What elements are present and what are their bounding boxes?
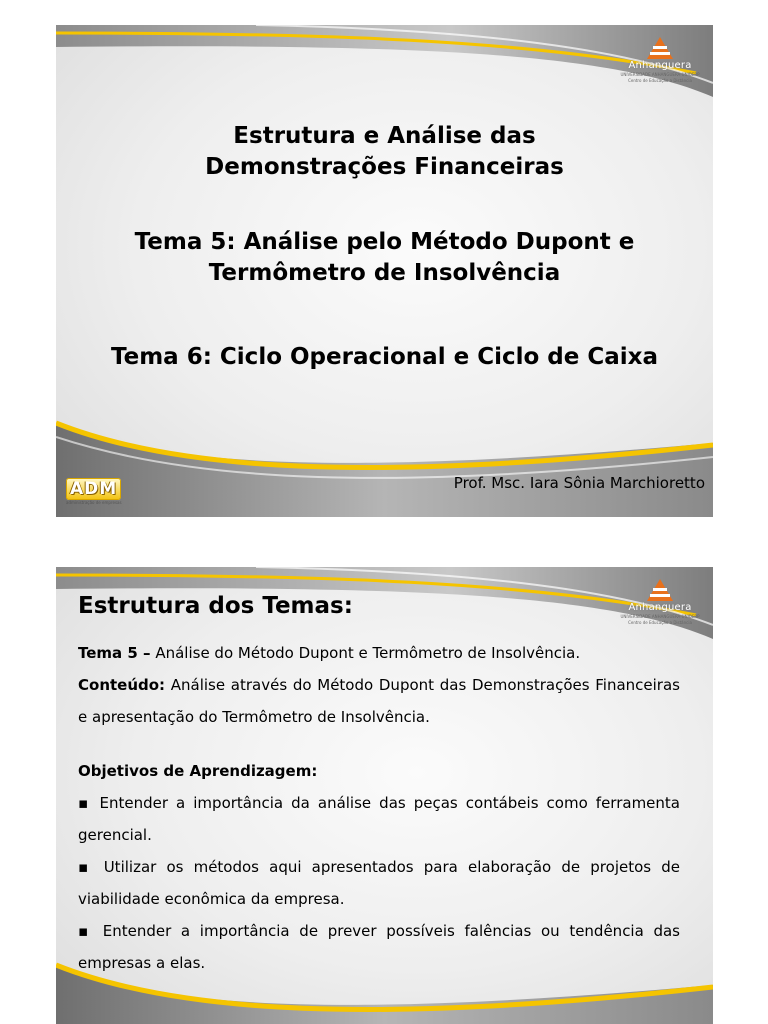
conteudo-label: Conteúdo: xyxy=(78,676,166,694)
slide-title xyxy=(56,25,713,517)
list-item xyxy=(78,915,680,979)
section-heading: Estrutura dos Temas: xyxy=(78,593,353,619)
bullet-icon: ▪ xyxy=(78,922,94,940)
anhanguera-logo xyxy=(615,579,705,625)
logo-subtitle-2: Centro de Educação a Distância xyxy=(628,78,692,83)
slide-structure xyxy=(56,567,713,1024)
list-item xyxy=(78,787,680,851)
tema-label: Tema 5 – xyxy=(78,644,151,662)
logo-subtitle-1: UNIVERSIDADE ANHANGUERA-UNIDERP xyxy=(620,614,700,619)
list-item-text: Utilizar os métodos aqui apresentados para elaboração de projetos de viabilidade econômica da empresa. xyxy=(78,858,680,908)
logo-name: Anhanguera xyxy=(628,602,692,613)
tema-line xyxy=(78,637,680,669)
adm-logo-text: ADM xyxy=(66,478,121,500)
anhanguera-logo-icon xyxy=(647,37,673,59)
tema5-title-line-1: Tema 5: Análise pelo Método Dupont e xyxy=(134,229,635,255)
adm-logo-subtitle: administração de empresas xyxy=(66,500,122,505)
conteudo-text: Análise através do Método Dupont das Demonstrações Financeiras e apresentação do Termômetro de Insolvência. xyxy=(78,676,680,726)
main-title-line-1: Estrutura e Análise das xyxy=(233,123,536,149)
objetivos-heading: Objetivos de Aprendizagem: xyxy=(78,762,318,780)
list-item-text: Entender a importância de prever possíveis falências ou tendência das empresas a elas. xyxy=(78,922,680,972)
bullet-icon: ▪ xyxy=(78,858,94,876)
slide-body xyxy=(78,637,680,979)
logo-name: Anhanguera xyxy=(628,60,692,71)
conteudo-paragraph xyxy=(78,669,680,733)
logo-subtitle-2: Centro de Educação a Distância xyxy=(628,620,692,625)
tema5-title-line-2: Termômetro de Insolvência xyxy=(208,260,561,286)
adm-logo xyxy=(66,479,122,505)
anhanguera-logo-icon xyxy=(647,579,673,601)
main-title-line-2: Demonstrações Financeiras xyxy=(205,154,564,180)
list-item xyxy=(78,851,680,915)
anhanguera-logo xyxy=(615,37,705,83)
author-name: Prof. Msc. Iara Sônia Marchioretto xyxy=(453,474,705,492)
bullet-icon: ▪ xyxy=(78,794,92,812)
tema-text: Análise do Método Dupont e Termômetro de Insolvência. xyxy=(155,644,581,662)
logo-subtitle-1: UNIVERSIDADE ANHANGUERA-UNIDERP xyxy=(620,72,700,77)
tema6-title: Tema 6: Ciclo Operacional e Ciclo de Caixa xyxy=(110,344,658,370)
list-item-text: Entender a importância da análise das peças contábeis como ferramenta gerencial. xyxy=(78,794,680,844)
